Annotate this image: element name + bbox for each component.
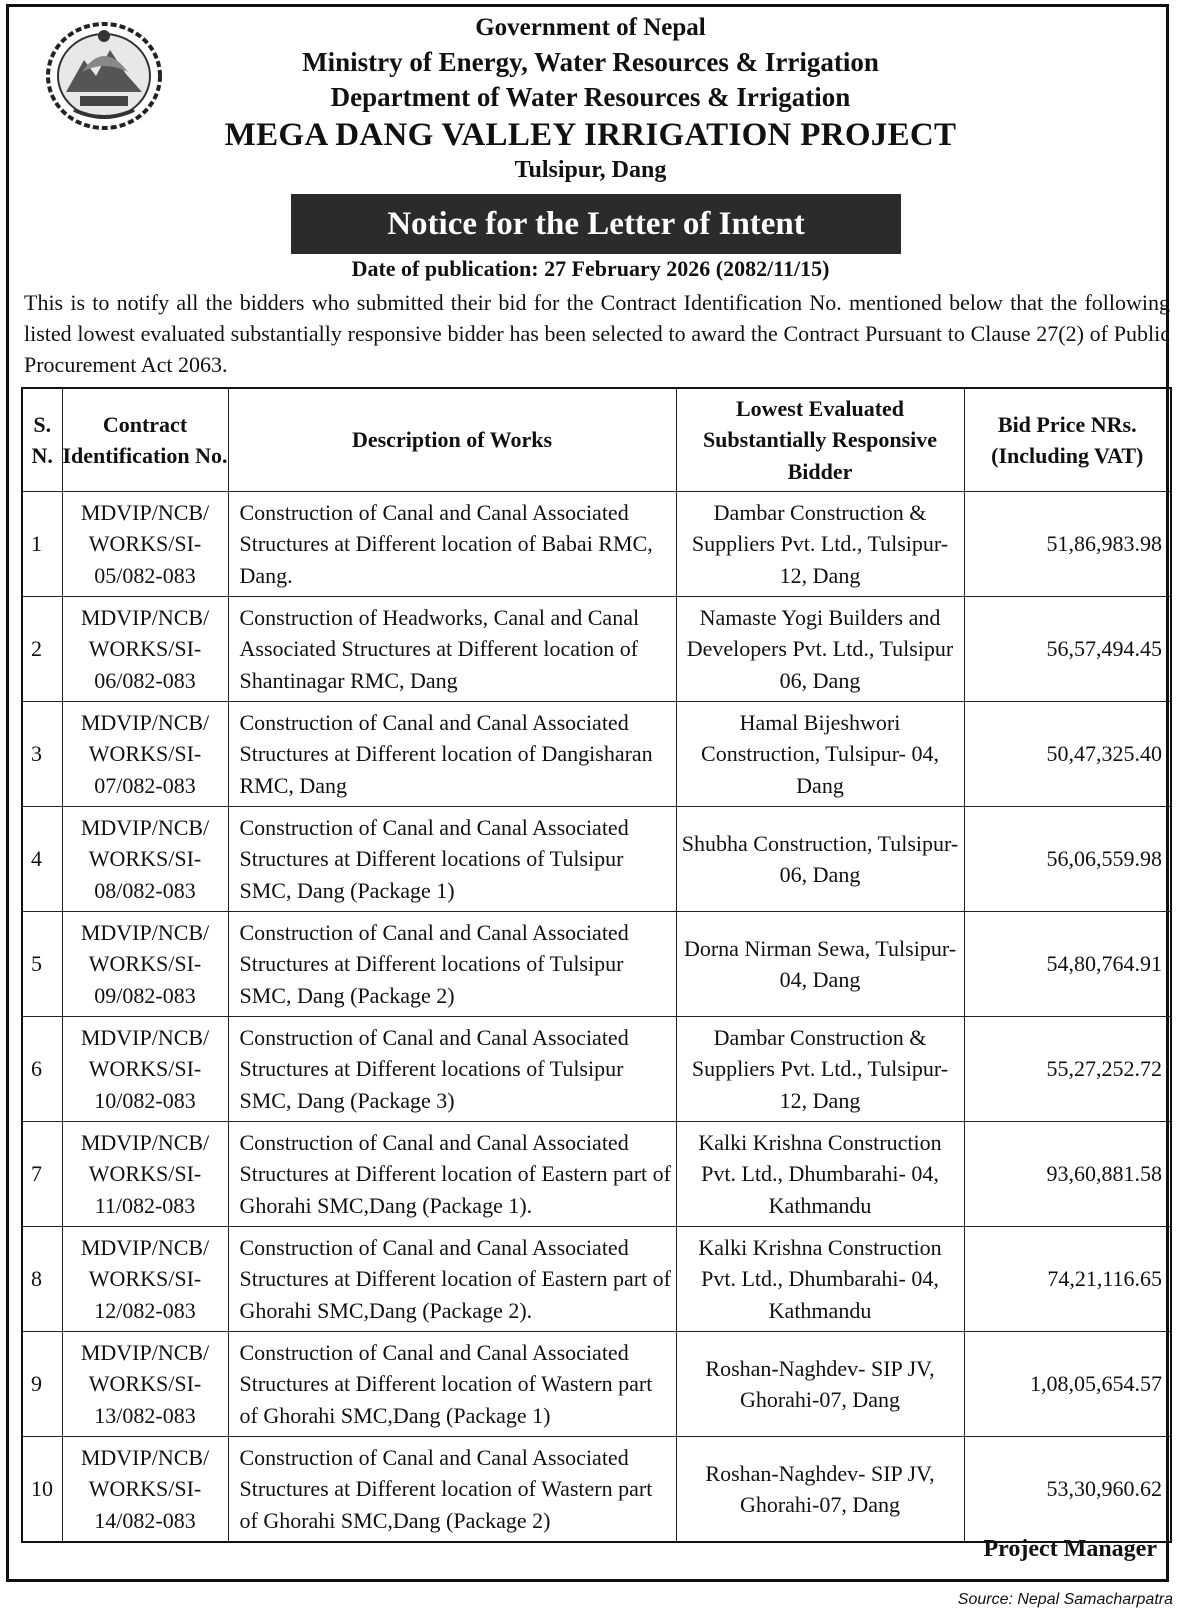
table-header-row xyxy=(22,388,1171,492)
header-contract-id: Contract Identification No. xyxy=(62,388,228,492)
row-bidder: Dambar Construction & Suppliers Pvt. Ltd., Tulsipur-12, Dang xyxy=(676,1017,964,1122)
table-row xyxy=(22,1227,1171,1332)
publication-date: Date of publication: 27 February 2026 (2082/11/15) xyxy=(351,256,830,281)
row-bid-price: 56,06,559.98 xyxy=(964,807,1171,912)
row-description: Construction of Canal and Canal Associated Structures at Different location of Eastern part of Ghorahi SMC,Dang (Package 2). xyxy=(228,1227,676,1332)
row-description: Construction of Canal and Canal Associated Structures at Different locations of Tulsipur SMC, Dang (Package 2) xyxy=(228,912,676,1017)
row-bidder: Hamal Bijeshwori Construction, Tulsipur- 04, Dang xyxy=(676,702,964,807)
row-description: Construction of Canal and Canal Associated Structures at Different location of Wastern part of Ghorahi SMC,Dang (Package 1) xyxy=(228,1332,676,1437)
row-bidder: Kalki Krishna Construction Pvt. Ltd., Dhumbarahi- 04, Kathmandu xyxy=(676,1227,964,1332)
row-contract-id: MDVIP/NCB/ WORKS/SI- 11/082-083 xyxy=(62,1122,228,1227)
row-sn: 2 xyxy=(22,597,62,702)
header-sn: S. N. xyxy=(22,388,62,492)
row-bid-price: 55,27,252.72 xyxy=(964,1017,1171,1122)
row-bidder: Namaste Yogi Builders and Developers Pvt. Ltd., Tulsipur 06, Dang xyxy=(676,597,964,702)
award-table xyxy=(21,387,1172,1543)
ministry-heading: Ministry of Energy, Water Resources & Irrigation xyxy=(302,47,879,77)
row-bid-price: 51,86,983.98 xyxy=(964,492,1171,597)
table-row xyxy=(22,1437,1171,1543)
row-bid-price: 74,21,116.65 xyxy=(964,1227,1171,1332)
row-bidder: Dorna Nirman Sewa, Tulsipur-04, Dang xyxy=(676,912,964,1017)
row-sn: 3 xyxy=(22,702,62,807)
row-contract-id: MDVIP/NCB/ WORKS/SI- 06/082-083 xyxy=(62,597,228,702)
header-description: Description of Works xyxy=(228,388,676,492)
row-contract-id: MDVIP/NCB/ WORKS/SI- 09/082-083 xyxy=(62,912,228,1017)
row-description: Construction of Headworks, Canal and Canal Associated Structures at Different location of Shantinagar RMC, Dang xyxy=(228,597,676,702)
row-bid-price: 54,80,764.91 xyxy=(964,912,1171,1017)
row-bid-price: 93,60,881.58 xyxy=(964,1122,1171,1227)
row-description: Construction of Canal and Canal Associated Structures at Different location of Wastern part of Ghorahi SMC,Dang (Package 2) xyxy=(228,1437,676,1543)
row-bid-price: 53,30,960.62 xyxy=(964,1437,1171,1543)
row-contract-id: MDVIP/NCB/ WORKS/SI- 08/082-083 xyxy=(62,807,228,912)
row-bidder: Shubha Construction, Tulsipur-06, Dang xyxy=(676,807,964,912)
department-heading: Department of Water Resources & Irrigation xyxy=(330,82,851,112)
row-bid-price: 1,08,05,654.57 xyxy=(964,1332,1171,1437)
row-sn: 6 xyxy=(22,1017,62,1122)
row-description: Construction of Canal and Canal Associated Structures at Different location of Eastern part of Ghorahi SMC,Dang (Package 1). xyxy=(228,1122,676,1227)
row-description: Construction of Canal and Canal Associated Structures at Different location of Babai RMC, Dang. xyxy=(228,492,676,597)
row-sn: 10 xyxy=(22,1437,62,1543)
row-contract-id: MDVIP/NCB/ WORKS/SI- 14/082-083 xyxy=(62,1437,228,1543)
table-row xyxy=(22,1122,1171,1227)
row-sn: 1 xyxy=(22,492,62,597)
row-contract-id: MDVIP/NCB/ WORKS/SI- 12/082-083 xyxy=(62,1227,228,1332)
table-row xyxy=(22,912,1171,1017)
table-row xyxy=(22,807,1171,912)
row-contract-id: MDVIP/NCB/ WORKS/SI- 07/082-083 xyxy=(62,702,228,807)
row-bidder: Dambar Construction & Suppliers Pvt. Ltd., Tulsipur-12, Dang xyxy=(676,492,964,597)
row-sn: 8 xyxy=(22,1227,62,1332)
header-bidder: Lowest Evaluated Substantially Responsive Bidder xyxy=(676,388,964,492)
table-row xyxy=(22,1332,1171,1437)
project-heading: MEGA DANG VALLEY IRRIGATION PROJECT xyxy=(224,117,957,153)
location-heading: Tulsipur, Dang xyxy=(514,157,667,183)
row-contract-id: MDVIP/NCB/ WORKS/SI- 10/082-083 xyxy=(62,1017,228,1122)
signoff-title: Project Manager xyxy=(983,1536,1157,1562)
row-bid-price: 56,57,494.45 xyxy=(964,597,1171,702)
row-description: Construction of Canal and Canal Associated Structures at Different location of Dangisharan RMC, Dang xyxy=(228,702,676,807)
row-bidder: Roshan-Naghdev- SIP JV, Ghorahi-07, Dang xyxy=(676,1332,964,1437)
table-row xyxy=(22,597,1171,702)
table-row xyxy=(22,702,1171,807)
source-credit: Source: Nepal Samacharpatra xyxy=(957,1591,1173,1608)
row-sn: 5 xyxy=(22,912,62,1017)
table-row xyxy=(22,1017,1171,1122)
row-sn: 4 xyxy=(22,807,62,912)
row-description: Construction of Canal and Canal Associated Structures at Different locations of Tulsipur SMC, Dang (Package 3) xyxy=(228,1017,676,1122)
row-description: Construction of Canal and Canal Associated Structures at Different locations of Tulsipur SMC, Dang (Package 1) xyxy=(228,807,676,912)
row-bid-price: 50,47,325.40 xyxy=(964,702,1171,807)
notice-title-banner: Notice for the Letter of Intent xyxy=(291,194,901,254)
intro-paragraph: This is to notify all the bidders who submitted their bid for the Contract Identification No. mentioned below that the following listed lowest evaluated substantially responsive bidder has been selected to award the Contract Pursuant to Clause 27(2) of Public Procurement Act 2063. xyxy=(24,290,1170,377)
row-sn: 7 xyxy=(22,1122,62,1227)
row-bidder: Kalki Krishna Construction Pvt. Ltd., Dhumbarahi- 04, Kathmandu xyxy=(676,1122,964,1227)
row-contract-id: MDVIP/NCB/ WORKS/SI- 05/082-083 xyxy=(62,492,228,597)
row-bidder: Roshan-Naghdev- SIP JV, Ghorahi-07, Dang xyxy=(676,1437,964,1543)
row-contract-id: MDVIP/NCB/ WORKS/SI- 13/082-083 xyxy=(62,1332,228,1437)
row-sn: 9 xyxy=(22,1332,62,1437)
header-bid-price: Bid Price NRs. (Including VAT) xyxy=(964,388,1171,492)
government-heading: Government of Nepal xyxy=(475,14,706,41)
table-row xyxy=(22,492,1171,597)
